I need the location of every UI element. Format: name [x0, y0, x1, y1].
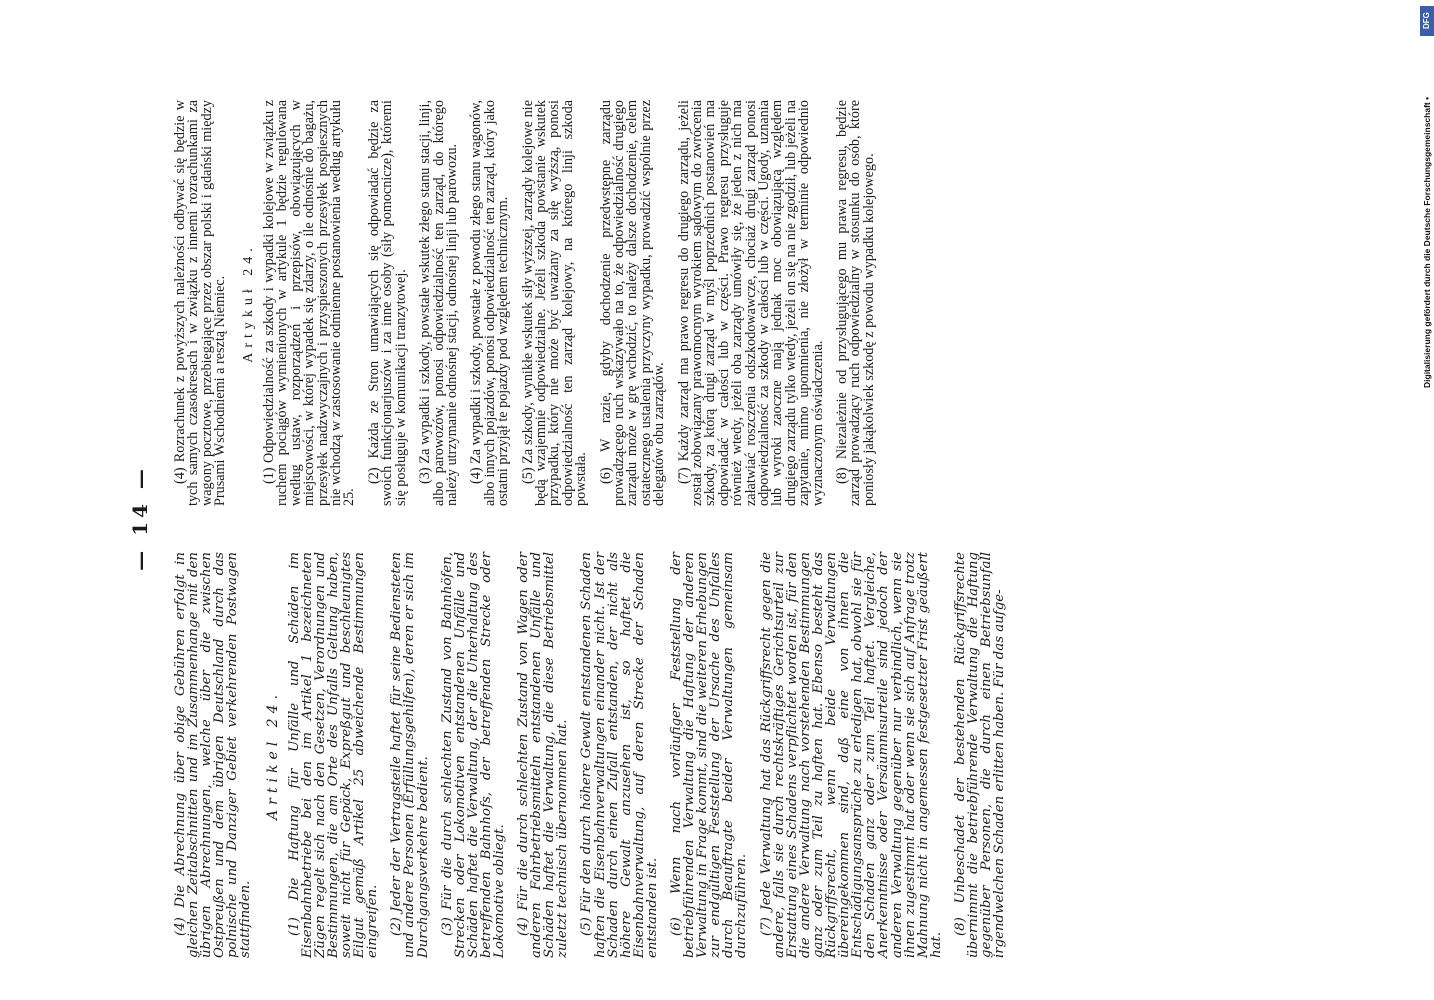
digitization-stamp	[1420, 6, 1434, 386]
german-article-heading: Artikel 24.	[264, 690, 281, 820]
digitization-notice: Digitalisierung gefördert durch die Deutsche Forschungsgemeinschaft •	[1422, 96, 1432, 388]
polish-paragraph: (1) Odpowiedzialność za szkody i wypadki kolejowe w związku z ruchem pociągów wymienionych w artykule 1 będzie regulowana według ustaw, rozporządzeń i przepisów, obowiązujących w miejscowości, w której wypadek się zdarzy, o ile odnośnie do bagażu, przesyłek nadzwyczajnych i przyspieszonych przesyłek pospiesznych nie wchodzą w zastosowanie odmienne postanowienia według artykułu 25.	[261, 100, 358, 506]
german-paragraph: (5) Für den durch höhere Gewalt entstandenen Schaden haften die Eisenbahnverwaltungen einander nicht. Ist der Schaden durch einen Zufall entstanden, der nicht als höhere Gewalt anzusehen ist, so haftet die Eisenbahnverwaltung, auf deren Strecke der Schaden entstanden ist.	[579, 552, 660, 958]
polish-paragraph: (2) Każda ze Stron umawiających się odpowiadać będzie za swoich funkcjonarjuszów i za inne osoby (siły pomocnicze), któremi się posługuje w komunikacji tranzytowej.	[365, 100, 409, 506]
polish-text-column	[174, 100, 887, 506]
german-paragraph: (1) Die Haftung für Unfälle und Schäden im Eisenbahnbetriebe bei den im Artikel 1 bezeichneten Zügen regelt sich nach den Gesetzen, Verordnungen und Bestimmungen, die am Orte des Unfalls Geltung haben, soweit nicht für Gepäck, Expreßgut und beschleunigtes Eilgut gemäß Artikel 25 abweichende Bestimmungen eingreifen.	[286, 552, 381, 958]
german-text-column	[174, 552, 1017, 958]
german-paragraph: (7) Jede Verwaltung hat das Rückgriffsrecht gegen die andere, falls sie durch rechtskräftiges Gerichtsurteil zur Erstattung eines Schadens verpflichtet worden ist, für den die andere Verwaltung nach vorstehenden Bestimmungen ganz oder zum Teil zu haften hat. Ebenso besteht das Rückgriffsrecht, wenn beide Verwaltungen übereingekommen sind, daß eine von ihnen die Entschädigungsansprüche zu erledigen hat, obwohl sie für den Schaden ganz oder zum Teil haftet. Vergleiche, Anerkenntnisse oder Versäumnisurteile sind jedoch der anderen Verwaltung gegenüber nur verbindlich, wenn sie ihnen zugestimmt hat oder wenn sie sich auf Anfrage trotz Mahnung nicht in angemessen festgesetzter Frist geäußert hat.	[758, 552, 944, 958]
page-number: — 14 —	[128, 465, 152, 571]
german-paragraph: (2) Jeder der Vertragsteile haftet für seine Bediensteten und andere Personen (Erfüllungsgehilfen), deren er sich im Durchgangsverkehre bedient.	[389, 552, 431, 958]
dfg-logo: DFG	[1420, 6, 1434, 36]
german-paragraph: (4) Für die durch schlechten Zustand von Wagen oder anderen Fahrbetriebsmitteln entstandenen Unfälle und Schäden haftet die Verwaltung, die diese Betriebsmittel zuletzt technisch übernommen hat.	[516, 552, 571, 958]
german-paragraph: (8) Unbeschadet der bestehenden Rückgriffsrechte übernimmt die betriebführende Verwaltung die Haftung gegenüber Personen, die durch einen Betriebsunfall irgendwelchen Schaden erlitten haben. Für das aufge-	[952, 552, 1008, 958]
polish-paragraph: (3) Za wypadki i szkody, powstałe wskutek złego stanu stacji, linji, albo parowozów, ponosi odpowiedzialność ten zarząd, do którego należy utrzymanie odnośnej stacji, odnośnej linji lub parowozu.	[417, 100, 460, 506]
polish-paragraph: (7) Każdy zarząd ma prawo regresu do drugiego zarządu, jeżeli został zobowiązany prawomocnym wyrokiem sądowym do zwrócenia szkody, za którą drugi zarząd w myśl poprzednich postanowień ma odpowiadać w całości lub w części. Prawo regresu przysługuje również wtedy, jeżeli oba zarządy umówiły się, że jeden z nich ma załatwiać roszczenia odszkodowawcze, chociaż drugi zarząd ponosi odpowiedzialność za szkody w całości lub w części. Ugody, uznania lub wyroki zaoczne mają jednak moc obowiązującą względem drugiego zarządu tylko wtedy, jeżeli on się na nie zgodził, lub jeżeli na zapytanie, mimo upomnienia, nie złożył w terminie odpowiednio wyznaczonym oświadczenia.	[675, 100, 826, 506]
rotated-document-sheet	[112, 78, 1307, 958]
german-paragraph: (4) Die Abrechnung über obige Gebühren erfolgt in gleichen Zeitabschnitten und im Zusammenhange mit den übrigen Abrechnungen, welche über die zwischen Ostpreußen und dem übrigen Deutschland durch das polnische und Danziger Gebiet verkehrenden Postwagen stattfinden.	[173, 552, 254, 958]
polish-paragraph: (5) Za szkody, wynikłe wskutek siły wyższej, zarządy kolejowe nie będą wzajemnie odpowiedzialne. Jeżeli szkoda powstanie wskutek przypadku, który nie może być uważany za siłę wyższą, ponosi odpowiedzialność ten zarząd kolejowy, na którego linji szkoda powstała.	[519, 100, 590, 506]
polish-paragraph: (4) Za wypadki i szkody, powstałe z powodu złego stanu wagonów, albo innych pojazdów, ponosi odpowiedzialność ten zarząd, który jako ostatni przyjął te pojazdy pod względem technicznym.	[468, 100, 512, 506]
polish-article-heading: Artykuł 24.	[240, 243, 256, 363]
polish-paragraph: (8) Niezależnie od przysługującego mu prawa regresu, będzie zarząd prowadzący ruch odpowiedzialny w stosunku do osób, które poniosły jakąkolwiek szkodę z powodu wypadku kolejowego.	[834, 100, 877, 506]
polish-paragraph: (6) W razie, gdyby dochodzenie przedwstępne zarządu prowadzącego ruch wskazywało na to, że odpowiedzialność drugiego zarządu może w grę wchodzić, to należy dalsze dochodzenie, celem ostatecznego ustalenia przyczyny wypadku, prowadzić wspólnie przez delegatów obu zarządów.	[597, 100, 668, 506]
german-paragraph: (3) Für die durch schlechten Zustand von Bahnhöfen, Strecken oder Lokomotiven entstandenen Unfälle und Schäden haftet die Verwaltung, der die Unterhaltung des betreffenden Bahnhofs, der betreffenden Strecke oder Lokomotive obliegt.	[439, 552, 507, 958]
german-paragraph: (6) Wenn nach vorläufiger Feststellung der betriebführenden Verwaltung die Haftung der anderen Verwaltung in Frage kommt, sind die weiteren Erhebungen zur endgültigen Feststellung der Ursache des Unfalles durch Beauftragte beider Verwaltungen gemeinsam durchzuführen.	[669, 552, 750, 958]
polish-paragraph: (4) Rozrachunek z powyższych należności odbywać się będzie w tych samych czasokresach i w związku z innemi rozrachunkami za wagony pocztowe, przebiegające przez obszar polski i gdański między Prusami Wschodniemi a resztą Niemiec.	[172, 100, 229, 506]
